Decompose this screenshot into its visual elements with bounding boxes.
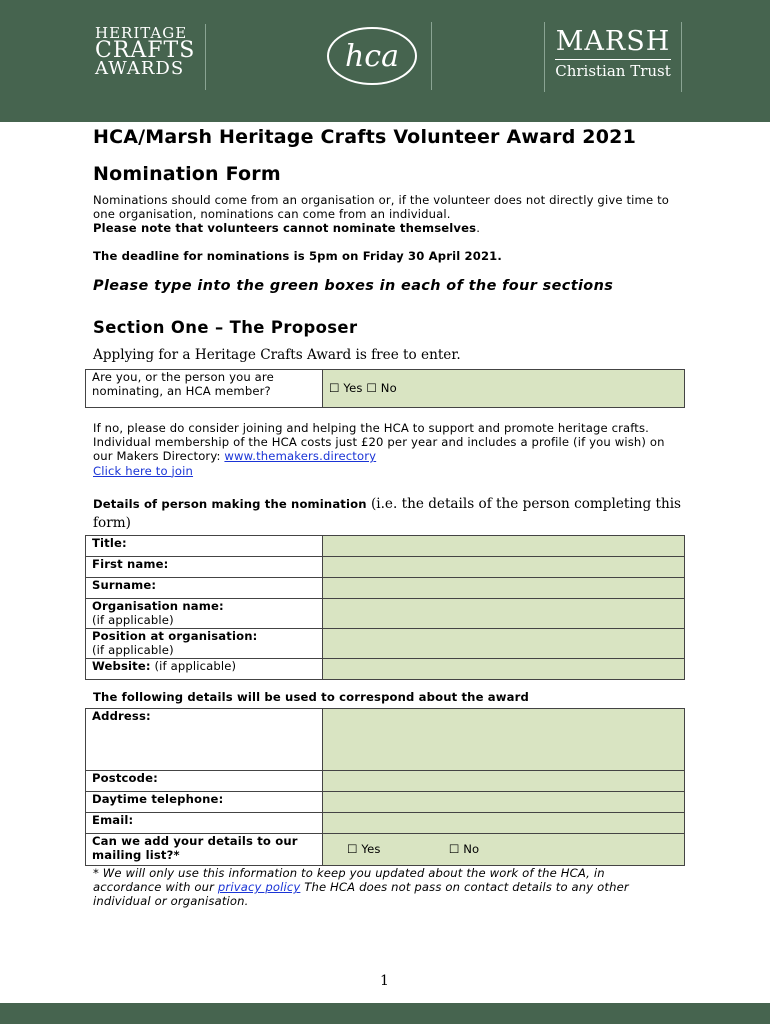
first-name-input[interactable] [323, 557, 685, 578]
website-input[interactable] [323, 659, 685, 680]
proposer-details-table [85, 535, 685, 680]
field-label-website [86, 659, 323, 680]
details-heading-bold: Details of person making the nomination [93, 497, 367, 511]
mailing-list-question: Can we add your details to our mailing list?* [86, 834, 323, 866]
join-link[interactable]: Click here to join [93, 463, 194, 478]
contact-details-table [85, 708, 685, 866]
membership-table [85, 369, 685, 408]
logo-line: AWARDS [95, 58, 185, 79]
footnote [93, 866, 673, 909]
intro-text: Nominations should come from an organisation or, if the volunteer does not directly give time to one organisation, nominations can come from an individual. [93, 193, 670, 222]
mailing-no-checkbox[interactable]: ☐ No [448, 841, 480, 856]
field-label-first-name: First name: [86, 557, 323, 578]
free-entry-text: Applying for a Heritage Crafts Award is free to enter. [93, 347, 461, 363]
website-sub: (if applicable) [150, 659, 237, 673]
table-row [86, 557, 685, 578]
form-subtitle: Nomination Form [93, 163, 281, 185]
field-label-postcode: Postcode: [86, 771, 323, 792]
table-row [86, 709, 685, 771]
address-input[interactable] [323, 709, 685, 771]
member-answer-cell[interactable] [323, 370, 685, 408]
table-row [86, 771, 685, 792]
mailing-list-answer-cell[interactable] [323, 834, 685, 866]
email-input[interactable] [323, 813, 685, 834]
field-label-organisation [86, 599, 323, 629]
page-number: 1 [380, 973, 389, 989]
website-label: Website: [92, 659, 151, 673]
instruction-text: Please type into the green boxes in each of the four sections [93, 278, 614, 294]
field-label-email: Email: [86, 813, 323, 834]
position-sub: (if applicable) [92, 642, 174, 657]
footnote-start: * We will only use this information to keep you updated about the work of the HCA, in accordance with our [93, 866, 605, 895]
mailing-yes-checkbox[interactable]: ☐ Yes [347, 841, 381, 856]
hca-logo-text: hca [344, 39, 400, 74]
deadline-text: The deadline for nominations is 5pm on Friday 30 April 2021. [93, 249, 502, 263]
table-row [86, 536, 685, 557]
table-row [86, 834, 685, 866]
intro-paragraph [93, 193, 693, 236]
field-label-telephone: Daytime telephone: [86, 792, 323, 813]
position-label: Position at organisation: [92, 629, 258, 643]
footer-bar [0, 1003, 770, 1024]
table-row [86, 370, 685, 408]
correspond-heading: The following details will be used to correspond about the award [93, 690, 529, 704]
footnote-end: The HCA does not pass on contact details to any other individual or organisation. [93, 880, 629, 909]
title-input[interactable] [323, 536, 685, 557]
member-question-cell: Are you, or the person you are nominating, an HCA member? [86, 370, 323, 408]
page-title: HCA/Marsh Heritage Crafts Volunteer Award 2021 [93, 126, 636, 148]
organisation-input[interactable] [323, 599, 685, 629]
table-row [86, 659, 685, 680]
heritage-crafts-awards-logo [88, 24, 206, 90]
table-row [86, 629, 685, 659]
field-label-surname: Surname: [86, 578, 323, 599]
logo-line: HERITAGE [95, 24, 188, 42]
member-yes-checkbox[interactable]: ☐ Yes [329, 380, 363, 395]
membership-text: If no, please do consider joining and helping the HCA to support and promote heritage crafts. Individual membership of the HCA costs just £20 per year and includes a profile (if you wish) on our Makers Directory: [93, 421, 665, 464]
member-no-checkbox[interactable]: ☐ No [366, 380, 397, 395]
marsh-logo-line1: MARSH [555, 26, 671, 57]
makers-directory-link[interactable]: www.themakers.directory [224, 449, 377, 464]
marsh-logo-line2: Christian Trust [555, 59, 671, 80]
note-period: . [476, 221, 481, 236]
postcode-input[interactable] [323, 771, 685, 792]
section-one-heading: Section One – The Proposer [93, 318, 358, 337]
details-heading-rest: (i.e. the details of the person completing this form) [93, 496, 682, 531]
organisation-label: Organisation name: [92, 599, 224, 613]
field-label-position [86, 629, 323, 659]
table-row [86, 599, 685, 629]
self-nomination-note: Please note that volunteers cannot nominate themselves [93, 221, 477, 236]
organisation-sub: (if applicable) [92, 612, 174, 627]
table-row [86, 813, 685, 834]
logo-line: CRAFTS [95, 38, 196, 63]
telephone-input[interactable] [323, 792, 685, 813]
surname-input[interactable] [323, 578, 685, 599]
marsh-christian-trust-logo [544, 22, 682, 92]
field-label-title: Title: [86, 536, 323, 557]
position-input[interactable] [323, 629, 685, 659]
privacy-policy-link[interactable]: privacy policy [217, 880, 301, 895]
hca-logo [320, 22, 432, 90]
membership-paragraph [93, 421, 683, 478]
details-heading [93, 494, 683, 532]
table-row [86, 792, 685, 813]
table-row [86, 578, 685, 599]
header-banner [0, 0, 770, 122]
field-label-address: Address: [86, 709, 323, 771]
